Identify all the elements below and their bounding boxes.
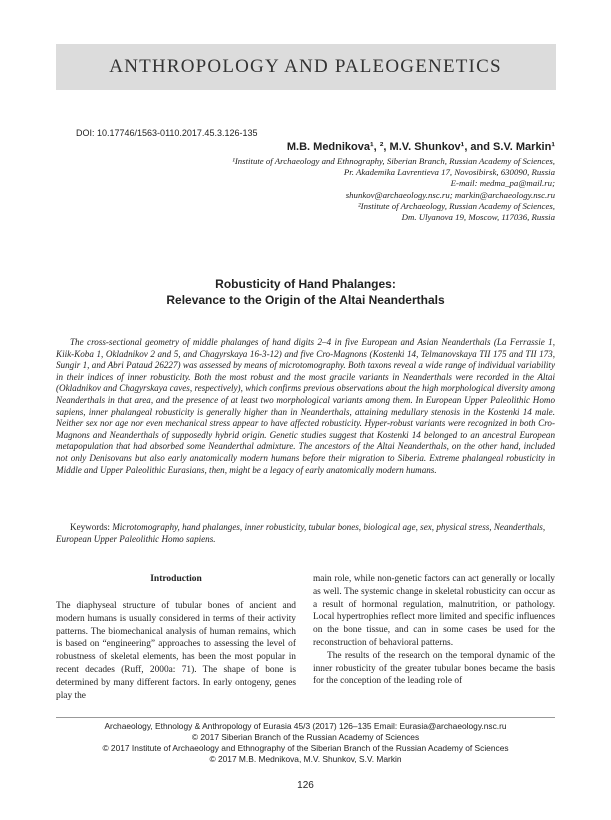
keywords [56, 522, 555, 545]
authors: M.B. Mednikova¹, ², M.V. Shunkov¹, and S.V. Markin¹ [286, 141, 555, 153]
affiliation-line: Dm. Ulyanova 19, Moscow, 117036, Russia [401, 212, 555, 223]
footer-journal-line: Archaeology, Ethnology & Anthropology of Eurasia 45/3 (2017) 126–135 Email: Eurasia@archaeology.nsc.ru [104, 721, 507, 731]
keywords-label: Keywords: [70, 522, 110, 532]
introduction-heading: Introduction [150, 574, 202, 584]
affiliation-email[interactable]: E-mail: medma_pa@mail.ru; [450, 178, 555, 189]
footer-copyright-line: © 2017 Siberian Branch of the Russian Academy of Sciences [191, 732, 420, 742]
affiliations [115, 156, 555, 223]
affiliation-line: Pr. Akademika Lavrentieva 17, Novosibirsk, 630090, Russia [343, 167, 555, 178]
intro-paragraph: The results of the research on the temporal dynamic of the inner robusticity of the greater tubular bones became the basis for the conception of the leading role of [313, 650, 555, 687]
footer [0, 721, 611, 765]
title-line-2: Relevance to the Origin of the Altai Neanderthals [166, 293, 445, 307]
keywords-value: Microtomography, hand phalanges, inner robusticity, tubular bones, biological age, sex, physical stress, Neanderthals, European Upper Paleolithic Homo sapiens. [56, 522, 546, 544]
title-line-1: Robusticity of Hand Phalanges: [215, 277, 396, 291]
article-title [0, 276, 611, 308]
intro-paragraph: main role, while non-genetic factors can act generally or locally as well. The systemic change in skeletal robusticity can occur as a result of hormonal regulation, malnutrition, or pathology. Local hypertrophies reflect more limited and specific influences on the bone tissue, and can in some cases be used for the reconstruction of behavioral patterns. [313, 574, 555, 648]
introduction-left-column: The diaphyseal structure of tubular bones of ancient and modern humans is usually considered in terms of their activity patterns. The biomechanical analysis of human remains, which is based on “engineering” approaches to assessing the level of robustness of skeletal elements, has been the most popular in recent decades (Ruff, 2000a: 71). The shape of bone is determined by many different factors. In early ontogeny, genes play the [56, 601, 296, 701]
footer-copyright-line: © 2017 M.B. Mednikova, M.V. Shunkov, S.V. Markin [209, 754, 402, 764]
doi[interactable]: DOI: 10.17746/1563-0110.2017.45.3.126-135 [76, 128, 258, 138]
affiliation-email[interactable]: shunkov@archaeology.nsc.ru; markin@archaeology.nsc.ru [345, 189, 555, 200]
abstract: The cross-sectional geometry of middle phalanges of hand digits 2–4 in five European and Asian Neanderthals (La Ferrassie 1, Kiik-Koba 1, Okladnikov 2 and 5, and Chagyrskaya 16-3-12) and five Cro-Magnons (Kostenki 14, Telmanovskaya TII 175 and TII 173, Sungir 1, and Abri Pataud 26227) was assessed by means of microtomography. Both taxons reveal a wide range of individual variability in their indices of inner robusticity. Both the most robust and the most gracile variants in Neanderthals were recorded in the Altai (Okladnikov and Chagyrskaya caves, respectively), which confirms previous observations about the high morphological diversity among Neanderthals in that area, and the presence of at least two morphological variants among them. In European Upper Paleolithic Homo sapiens, inner phalangeal robusticity is generally higher than in Neanderthals, attaining medullary stenosis in the Kostenki 14 male. Neither sex nor age nor even mechanical stress appear to have affected robusticity. Hyper-robust variants were recognized in both Cro-Magnons and Neanderthals of supposedly hybrid origin. Genetic studies suggest that Kostenki 14 belonged to an ancestral European metapopulation that had absorbed some Neanderthal admixture. The ancestors of the Altai Neanderthals, on the other hand, included not only Denisovans but also early anatomically modern humans before their migration to Siberia. Extreme phalangeal robusticity in Middle and Upper Paleolithic Eurasians, then, might be a legacy of early anatomically modern humans. [56, 337, 555, 475]
footer-copyright-line: © 2017 Institute of Archaeology and Ethnography of the Siberian Branch of the Russian Academy of Sciences [102, 743, 509, 753]
affiliation-line: ¹Institute of Archaeology and Ethnography, Siberian Branch, Russian Academy of Sciences, [232, 156, 555, 166]
page-number: 126 [297, 780, 314, 791]
introduction-right-column [313, 573, 555, 688]
footer-divider [56, 717, 555, 718]
journal-section-title: ANTHROPOLOGY AND PALEOGENETICS [109, 56, 502, 77]
affiliation-line: ²Institute of Archaeology, Russian Academy of Sciences, [358, 200, 555, 211]
